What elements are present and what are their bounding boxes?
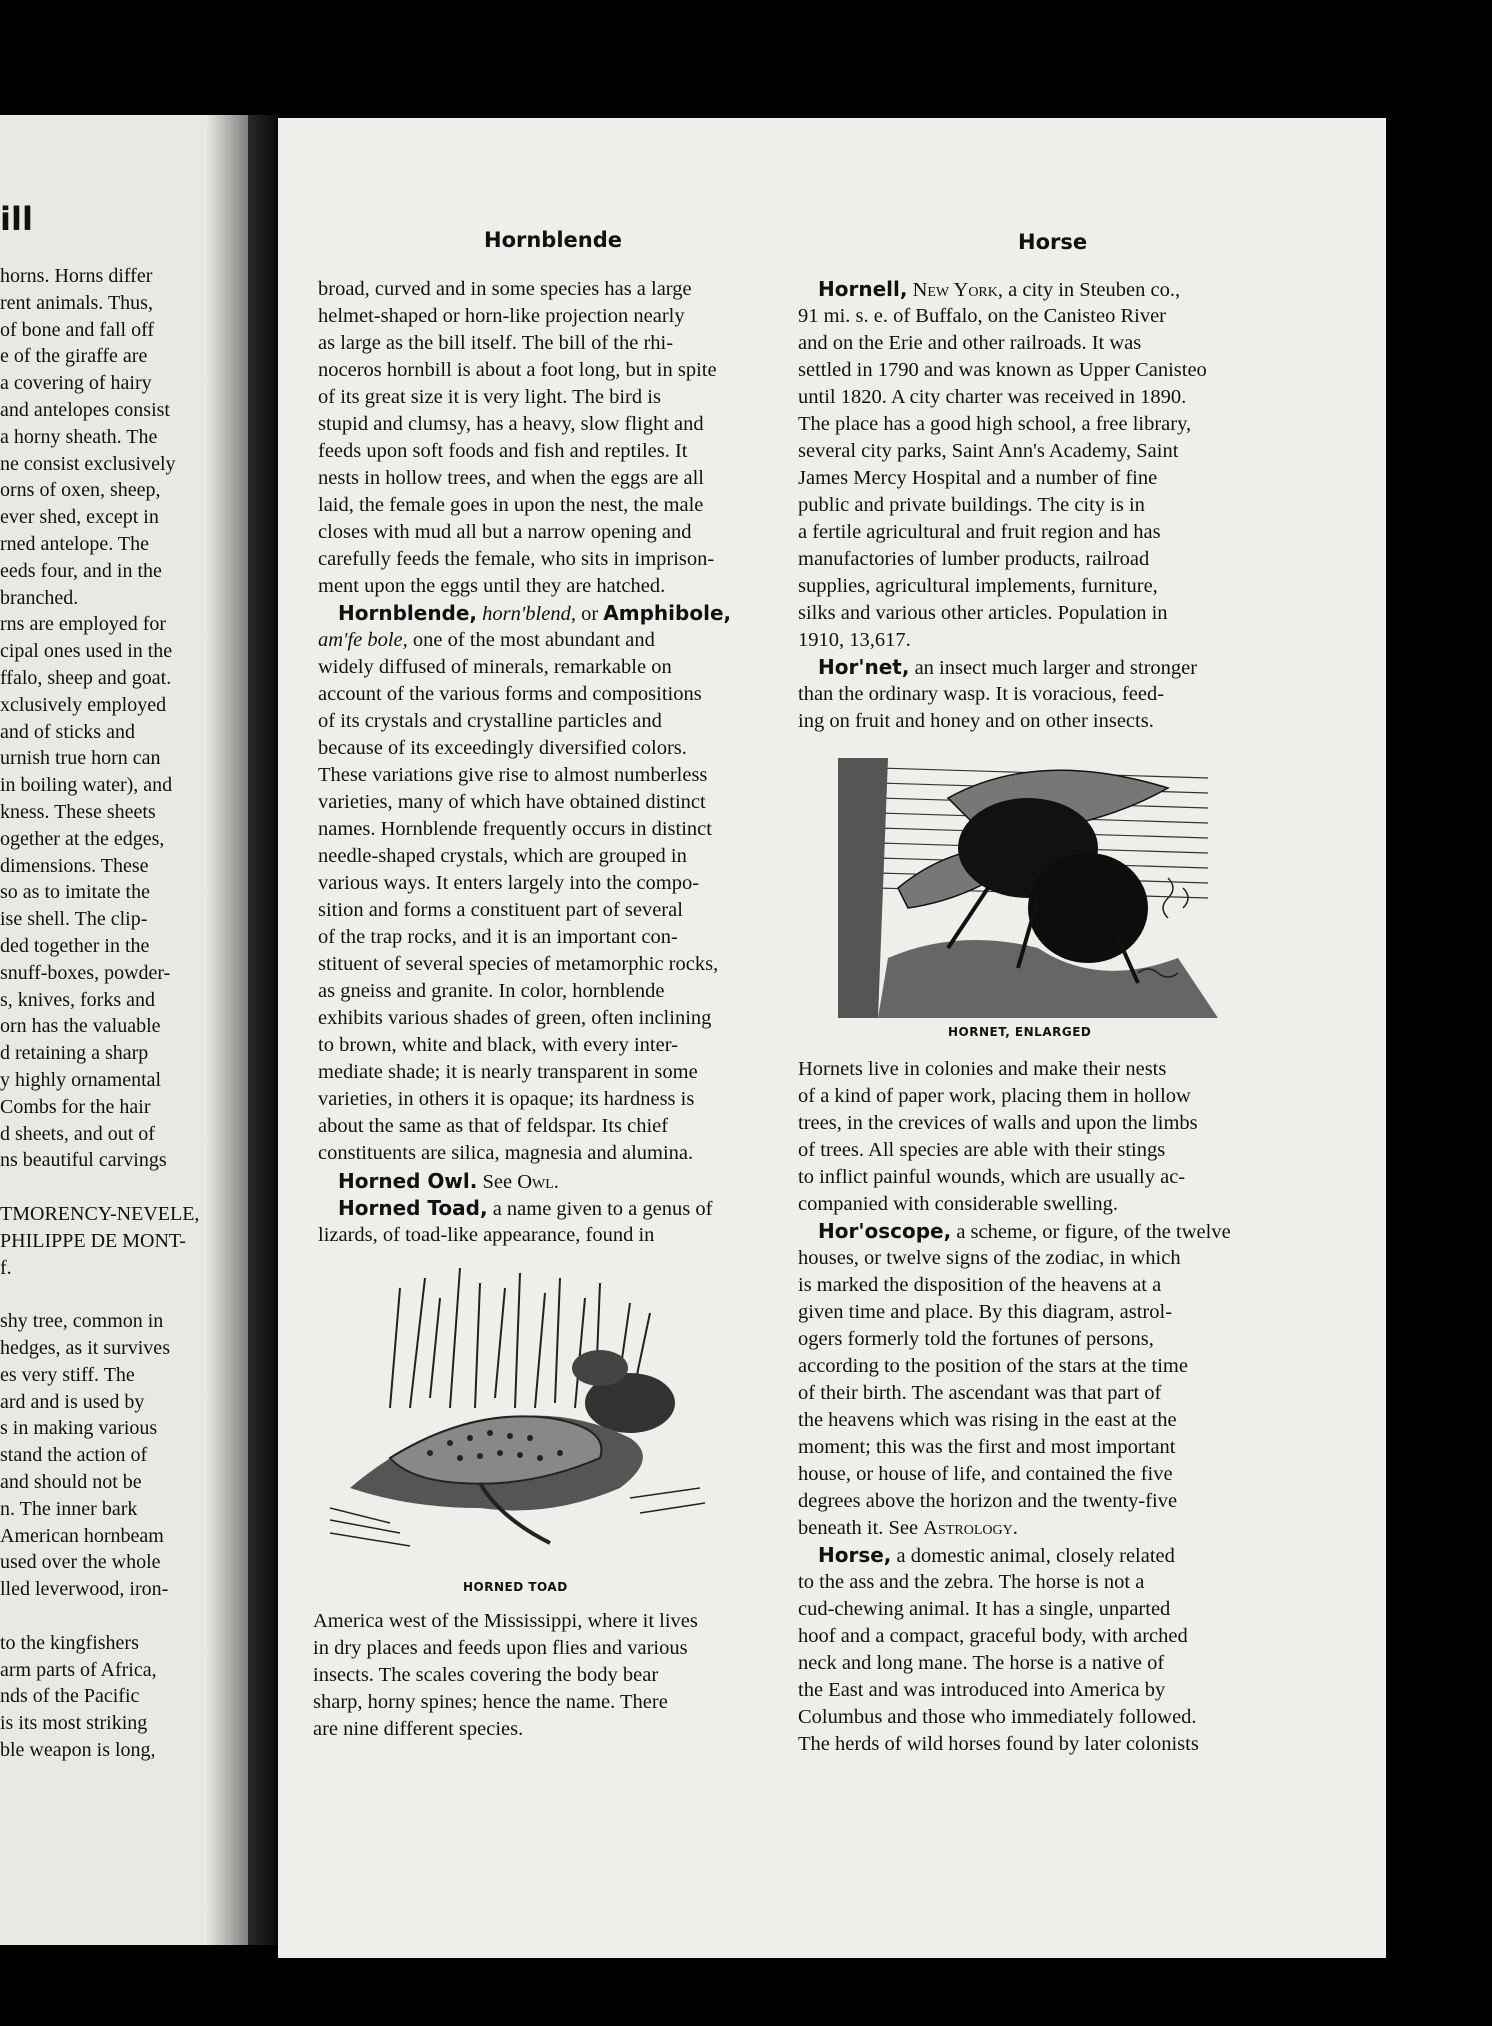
text-line: rned antelope. The <box>0 533 150 555</box>
text-line: broad, curved and in some species has a large <box>318 278 692 300</box>
text-line: hedges, as it survives <box>0 1337 170 1359</box>
text-line: trees, in the crevices of walls and upon the limbs <box>798 1112 1198 1134</box>
text-line: mediate shade; it is nearly transparent in some <box>318 1061 698 1083</box>
text-line: given time and place. By this diagram, astrol- <box>798 1301 1173 1323</box>
text-line: orn has the valuable <box>0 1015 161 1038</box>
hornblende-entry-head: Hornblende, horn'blend, or Amphibole, <box>338 601 732 625</box>
text-line: names. Hornblende frequently occurs in distinct <box>318 818 712 840</box>
text-line: in boiling water), and <box>0 774 173 797</box>
hornet-illustration <box>838 758 1218 1018</box>
text-line: n. The inner bark <box>0 1497 138 1520</box>
horse-entry-head: Horse, a domestic animal, closely related <box>818 1543 1175 1567</box>
text-line: ogers formerly told the fortunes of persons, <box>798 1328 1154 1350</box>
text-line: branched. <box>0 586 79 609</box>
left-facing-page <box>0 115 248 1945</box>
text-line: rent animals. Thus, <box>0 291 153 314</box>
text-line: to the kingfishers <box>0 1631 139 1654</box>
horned-owl-entry: Horned Owl. See Owl. <box>338 1169 559 1193</box>
text-line: rns are employed for <box>0 613 167 636</box>
text-line: used over the whole <box>0 1551 161 1574</box>
text-line: d retaining a sharp <box>0 1042 149 1065</box>
text-line: until 1820. A city charter was received in 1890. <box>798 386 1187 408</box>
text-line: PHILIPPE DE MONT- <box>0 1229 186 1252</box>
text-line: and antelopes consist <box>0 399 170 421</box>
text-line: ment upon the eggs until they are hatched. <box>318 575 666 597</box>
text-line: nests in hollow trees, and when the eggs are all <box>318 467 704 489</box>
text-line: lled leverwood, iron- <box>0 1578 169 1601</box>
right-page: Hornblende Horse broad, curved and in some species has a large helmet-shaped or horn-like projection nearly as large as the bill itself. The bill of the rhi- noceros hornbill is about a foot long, but in spite of its great size it is very light. The bird is stupid and clumsy, has a heavy, slow flight and feeds upon soft foods and fish and reptiles. It nests in hollow trees, and when the eggs are all laid, the female goes in upon the nest, the male closes with mud all but a narrow opening and carefully feeds the female, who sits in imprison- ment upon the eggs until they are hatched. Hornblende, horn'blend, or Amphibole, am'fe bole, one of the most abundant and widely diffused of minerals, remarkable on account of the various forms and compositions of its crystals and crystalline particles and because of its exceedingly diversified colors. These variations give rise to almost numberless varieties, many of which have obtained distinct names. Hornblende frequently occurs in distinct needle-shaped crystals, which are grouped in various ways. It enters largely into the compo- sition and forms a constituent part of several of the trap rocks, and it is an important con- stituent of several species of metamorphic rocks, as gneiss and granite. In color, hornblende exhibits various shades of green, often inclining to brown, white and black, with every inter- mediate shade; it is nearly transparent in some varieties, in others it is opaque; its hardness is about the same as that of feldspar. Its chief constituents are silica, magnesia and alumina. Horned Owl. See Owl. Horned Toad, a name given to a genus of lizards, of toad-like appearance, found in HORNED TOAD America west of the Mississippi, where it lives in dry places and feeds upon flies and various insects. The scales covering the body bear sharp, horny spines; hence the name. There are nine different species. Hornell, New York, a city in Steuben co., 91 mi. s. e. of Buffalo, on the Canisteo River and on the Erie and other railroads. It was settled in 1790 and was known as Upper Canisteo until 1820. A city charter was received in 1890. The place has a good high school, a free library, several city parks, Saint Ann's Academy, Saint James Mercy Hospital and a number of fine public and private buildings. The city is in a fertile agricultural and fruit region and has manufactories of lumber products, railroad supplies, agricultural implements, furniture, silks and various other articles. Population in 1910, 13,617. Hor'net, an insect much larger and stronger than the ordinary wasp. It is voracious, feed- ing on fruit and honey and on other insects. HORNET, ENLARGED Hornets live in colonies and make their nests of a kind of paper work, placing them in hollow trees, in the crevices of walls and upon the limbs of trees. All species are able with their stings to inflict painful wounds, which are usually ac- companied with considerable swelling. Hor'oscope, a scheme, or figure, of the twelve houses, or twelve signs of the zodiac, in which is marked the disposition of the heavens at a given time and place. By this diagram, astrol- ogers formerly told the fortunes of persons, according to the position of the stars at the time of their birth. The ascendant was that part of the heavens which was rising in the east at the moment; this was the first and most important house, or house of life, and contained the five degrees above the horizon and the twenty-five beneath it. See Astrology. Horse, a domestic animal, closely related to the ass and the zebra. The horse is not a cud-chewing animal. It has a single, unparted hoof and a compact, graceful body, with arched neck and long mane. The horse is a native of the East and was introduced into America by Columbus and those who immediately followed. The herds of wild horses found by later colonists <box>278 118 1386 1958</box>
text-line: es very stiff. The <box>0 1363 135 1386</box>
text-line: to inflict painful wounds, which are usually ac- <box>798 1166 1186 1188</box>
text-line: degrees above the horizon and the twenty-five <box>798 1490 1178 1512</box>
text-line: the heavens which was rising in the east at the <box>798 1409 1177 1431</box>
hornet-entry-head: Hor'net, an insect much larger and stronger <box>818 655 1198 679</box>
text-line: stand the action of <box>0 1444 148 1467</box>
text-line: cud-chewing animal. It has a single, unparted <box>798 1598 1171 1620</box>
text-line: a fertile agricultural and fruit region and has <box>798 521 1161 543</box>
text-line: ble weapon is long, <box>0 1739 156 1761</box>
text-line: and on the Erie and other railroads. It was <box>798 332 1142 354</box>
text-line: is marked the disposition of the heavens at a <box>798 1274 1162 1296</box>
text-line: e of the giraffe are <box>0 345 148 368</box>
text-line: of the trap rocks, and it is an important con- <box>318 926 678 948</box>
hornell-entry-head: Hornell, New York, a city in Steuben co., <box>818 277 1181 301</box>
text-line: The herds of wild horses found by later colonists <box>798 1733 1199 1755</box>
text-line: of bone and fall off <box>0 318 155 341</box>
text-line: American hornbeam <box>0 1524 164 1547</box>
text-line: exhibits various shades of green, often inclining <box>318 1007 712 1029</box>
text-line: cipal ones used in the <box>0 640 173 663</box>
entry-term: Horse, <box>818 1543 892 1567</box>
text-line: so as to imitate the <box>0 881 150 904</box>
text-line: a covering of hairy <box>0 372 152 395</box>
text-line: Columbus and those who immediately followed. <box>798 1706 1197 1728</box>
text-line: hoof and a compact, graceful body, with arched <box>798 1625 1188 1647</box>
text-line: Hornets live in colonies and make their nests <box>798 1058 1167 1080</box>
text-line: s, knives, forks and <box>0 988 155 1011</box>
text-line: several city parks, Saint Ann's Academy, Saint <box>798 440 1179 462</box>
text-line: ne consist exclusively <box>0 452 176 475</box>
book-gutter <box>248 115 278 1945</box>
text-line: carefully feeds the female, who sits in imprison- <box>318 548 715 570</box>
text-line: manufactories of lumber products, railroad <box>798 548 1150 570</box>
text-line: moment; this was the first and most important <box>798 1436 1176 1458</box>
text-line: of its great size it is very light. The bird is <box>318 386 661 408</box>
text-line: of a kind of paper work, placing them in hollow <box>798 1085 1191 1107</box>
text-line: sharp, horny spines; hence the name. There <box>313 1691 668 1713</box>
text-line: closes with mud all but a narrow opening and <box>318 521 692 543</box>
entry-term: Hor'oscope, <box>818 1219 952 1243</box>
text-line: neck and long mane. The horse is a native of <box>798 1652 1165 1674</box>
left-running-head: ill <box>0 200 33 238</box>
text-line: needle-shaped crystals, which are grouped in <box>318 845 687 867</box>
cross-reference: Owl. <box>517 1171 559 1193</box>
horned-toad-entry-head: Horned Toad, a name given to a genus of <box>338 1196 713 1220</box>
text-line: ffalo, sheep and goat. <box>0 667 172 689</box>
text-line: ise shell. The clip- <box>0 908 148 931</box>
cross-reference: Astrology. <box>923 1517 1018 1539</box>
text-line: various ways. It enters largely into the compo- <box>318 872 700 894</box>
entry-term: Hornell, <box>818 277 908 301</box>
text-line: noceros hornbill is about a foot long, but in spite <box>318 359 717 381</box>
text-line: and of sticks and <box>0 720 135 743</box>
text-line: the East and was introduced into America by <box>798 1679 1166 1701</box>
text-line: a horny sheath. The <box>0 425 158 448</box>
text-line: to brown, white and black, with every inter- <box>318 1034 678 1056</box>
pronunciation: am'fe bole, <box>318 629 408 651</box>
text-line: varieties, many of which have obtained distinct <box>318 791 706 813</box>
pronunciation: horn'blend, <box>482 603 576 625</box>
text-line: f. <box>0 1256 12 1279</box>
text-line: xclusively employed <box>0 693 167 716</box>
text-line: nds of the Pacific <box>0 1685 140 1708</box>
text-line: ard and is used by <box>0 1390 145 1413</box>
text-line: constituents are silica, magnesia and alumina. <box>318 1142 694 1164</box>
text-line: ing on fruit and honey and on other insects. <box>798 710 1154 732</box>
text-line: as gneiss and granite. In color, hornblende <box>318 980 665 1002</box>
horoscope-entry-head: Hor'oscope, a scheme, or figure, of the twelve <box>818 1219 1231 1243</box>
text-line: laid, the female goes in upon the nest, the male <box>318 494 704 516</box>
text-line: is its most striking <box>0 1712 148 1735</box>
text-line: d sheets, and out of <box>0 1122 155 1145</box>
text-line: account of the various forms and compositions <box>318 683 702 705</box>
text-line: ns beautiful carvings <box>0 1149 167 1172</box>
running-head-left: Hornblende <box>484 228 623 252</box>
text-line: orns of oxen, sheep, <box>0 479 161 502</box>
text-line: insects. The scales covering the body bear <box>313 1664 659 1686</box>
text-line: The place has a good high school, a free library, <box>798 413 1192 435</box>
horned-toad-caption: HORNED TOAD <box>463 1580 568 1594</box>
text-line: public and private buildings. The city is in <box>798 494 1145 516</box>
entry-term: Horned Owl. <box>338 1169 478 1193</box>
text-line: and should not be <box>0 1471 142 1493</box>
entry-term: Hor'net, <box>818 655 910 679</box>
text-line: helmet-shaped or horn-like projection nearly <box>318 305 685 327</box>
text-line: of its crystals and crystalline particles and <box>318 710 662 732</box>
text-line: Combs for the hair <box>0 1095 151 1118</box>
text-line: varieties, in others it is opaque; its hardness is <box>318 1088 695 1110</box>
text-line: dimensions. These <box>0 854 149 877</box>
text-line: according to the position of the stars at the time <box>798 1355 1188 1377</box>
text-line: s in making various <box>0 1417 158 1440</box>
text-line: America west of the Mississippi, where it lives <box>313 1610 698 1632</box>
text-line: eeds four, and in the <box>0 559 162 582</box>
text-line: stupid and clumsy, has a heavy, slow flight and <box>318 413 704 435</box>
text-line: than the ordinary wasp. It is voracious, feed- <box>798 683 1165 705</box>
text-line: are nine different species. <box>313 1718 524 1740</box>
text-line: snuff-boxes, powder- <box>0 961 171 984</box>
text-line: urnish true horn can <box>0 747 161 770</box>
text-line: feeds upon soft foods and fish and reptiles. It <box>318 440 688 462</box>
text-line: companied with considerable swelling. <box>798 1193 1118 1215</box>
text-line: 91 mi. s. e. of Buffalo, on the Canisteo River <box>798 305 1166 327</box>
text-line: 1910, 13,617. <box>798 629 911 651</box>
text-line: because of its exceedingly diversified colors. <box>318 737 687 759</box>
horned-toad-illustration <box>330 1258 710 1558</box>
text-line: houses, or twelve signs of the zodiac, in which <box>798 1247 1181 1269</box>
text-line: James Mercy Hospital and a number of fine <box>798 467 1158 489</box>
text-line: as large as the bill itself. The bill of the rhi- <box>318 332 674 354</box>
text-line: in dry places and feeds upon flies and various <box>313 1637 688 1659</box>
text-line: These variations give rise to almost numberless <box>318 764 708 786</box>
text-line: supplies, agricultural implements, furniture, <box>798 575 1158 597</box>
text-line: silks and various other articles. Population in <box>798 602 1168 624</box>
text-line: TMORENCY-NEVELE, <box>0 1203 200 1225</box>
hornet-caption: HORNET, ENLARGED <box>948 1025 1092 1039</box>
text-line: y highly ornamental <box>0 1069 162 1091</box>
text-line: to the ass and the zebra. The horse is not a <box>798 1571 1145 1593</box>
text-line: settled in 1790 and was known as Upper Canisteo <box>798 359 1207 381</box>
text-line: ded together in the <box>0 935 150 957</box>
entry-term: Horned Toad, <box>338 1196 488 1220</box>
text-line: stituent of several species of metamorphic rocks, <box>318 953 719 975</box>
text-line: of trees. All species are able with their stings <box>798 1139 1166 1161</box>
text-line: arm parts of Africa, <box>0 1658 157 1681</box>
text-line: of their birth. The ascendant was that part of <box>798 1382 1162 1404</box>
text-line: ogether at the edges, <box>0 827 165 850</box>
text-line: kness. These sheets <box>0 801 156 823</box>
text-line: sition and forms a constituent part of several <box>318 899 683 921</box>
text-line: shy tree, common in <box>0 1310 164 1333</box>
text-line: ever shed, except in <box>0 506 159 529</box>
text-line: about the same as that of feldspar. Its chief <box>318 1115 669 1137</box>
text-line: widely diffused of minerals, remarkable on <box>318 656 672 678</box>
entry-term: Hornblende, <box>338 601 478 625</box>
text-line: house, or house of life, and contained the five <box>798 1463 1173 1485</box>
entry-term: Amphibole, <box>603 601 732 625</box>
running-head-right: Horse <box>1018 230 1088 254</box>
text-line: horns. Horns differ <box>0 265 153 287</box>
